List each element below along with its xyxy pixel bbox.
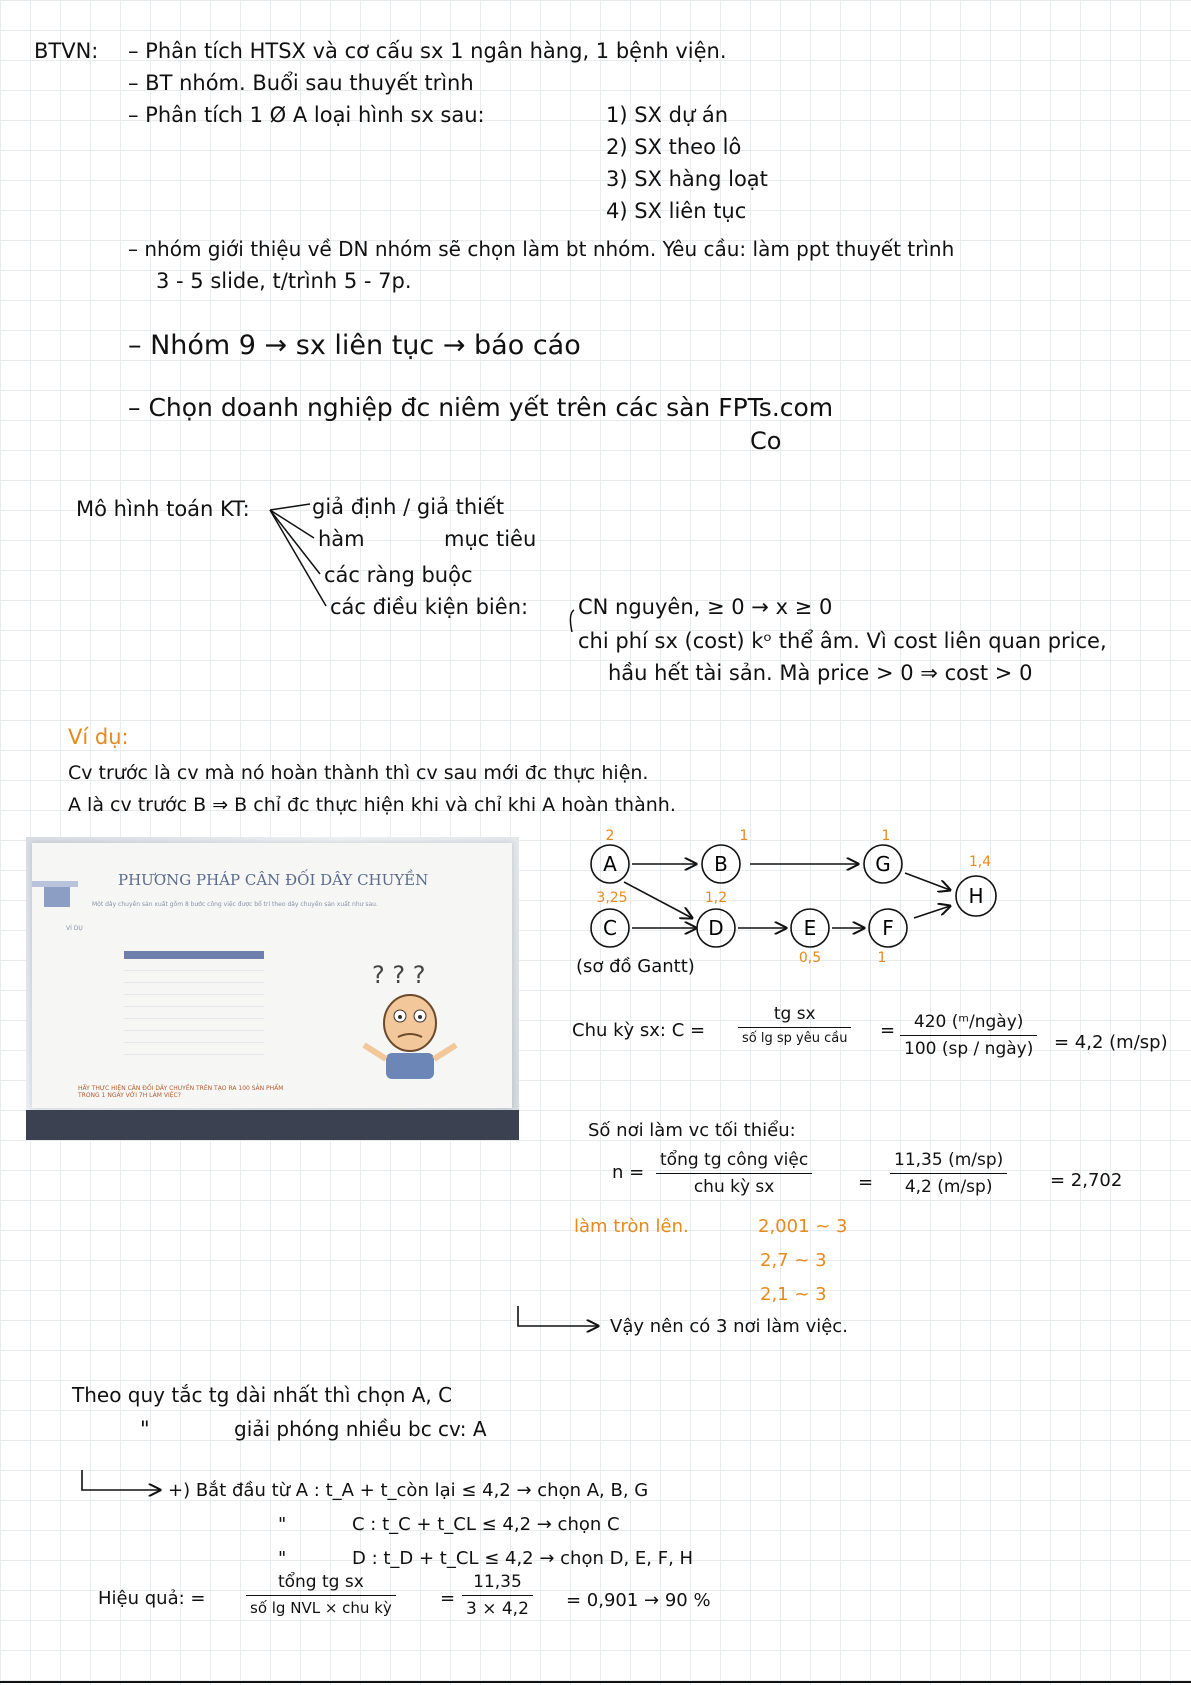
rule-2-ditto: "	[140, 1417, 150, 1441]
model-cond-1: CN nguyên, ≥ 0 → x ≥ 0	[578, 595, 833, 619]
btvn-line-6-sub: Co	[750, 427, 782, 455]
efficiency-result: = 0,901 → 90 %	[566, 1590, 711, 1611]
node-b-time: 1	[739, 828, 749, 844]
slide-title: PHƯƠNG PHÁP CÂN ĐỐI DÂY CHUYỀN	[118, 871, 429, 889]
btvn-line-4b: 3 - 5 slide, t/trình 5 - 7p.	[156, 269, 412, 293]
stations-num: tổng tg công việc	[656, 1150, 812, 1174]
cycle-den: số lg sp yêu cầu	[742, 1031, 848, 1046]
step-3-ditto: "	[278, 1548, 287, 1569]
cycle-num: tg sx	[738, 1004, 851, 1028]
round-case-3: 2,1 ~ 3	[760, 1284, 827, 1305]
example-line-2: A là cv trước B ⇒ B chỉ đc thực hiện khi và chỉ khi A hoàn thành.	[68, 794, 676, 816]
conclusion-arrow	[518, 1306, 598, 1326]
graph-node-a	[591, 828, 629, 883]
model-cond-2: chi phí sx (cost) kᵒ thể âm. Vì cost liên quan price,	[578, 629, 1107, 653]
step-2-ditto: "	[278, 1514, 287, 1535]
node-e-time: 0,5	[798, 950, 822, 966]
efficiency-lead: Hiệu quả: =	[98, 1588, 206, 1609]
node-g-label: G	[875, 852, 891, 876]
stations-n: n =	[612, 1162, 645, 1183]
production-type-3: 3) SX hàng loạt	[606, 167, 768, 191]
graph-node-d	[697, 890, 735, 947]
efficiency-den-2: 3 × 4,2	[466, 1599, 529, 1619]
cycle-fraction	[738, 1004, 851, 1046]
production-type-4: 4) SX liên tục	[606, 199, 747, 223]
stations-num-2: 11,35 (m/sp)	[890, 1150, 1007, 1174]
model-branch-2a: hàm	[318, 527, 365, 551]
model-branch-2b: mục tiêu	[444, 527, 537, 551]
rules-arrow	[82, 1470, 160, 1490]
cycle-num-2: 420 (ᵐ/ngày)	[900, 1012, 1037, 1036]
btvn-line-3: – Phân tích 1 Ø A loại hình sx sau:	[128, 103, 485, 127]
example-line-1: Cv trước là cv mà nó hoàn thành thì cv sau mới đc thực hiện.	[68, 762, 649, 784]
node-d-label: D	[708, 916, 724, 940]
step-1: +) Bắt đầu từ A : t_A + t_còn lại ≤ 4,2 → chọn A, B, G	[168, 1480, 649, 1501]
graph-edges	[624, 864, 950, 928]
graph-node-b	[702, 828, 748, 883]
slide-footer: HÃY THỰC HIỆN CÂN ĐỐI DÂY CHUYỀN TRÊN TẠO RA 100 SẢN PHẨM TRONG 1 NGÀY VỚI 7H LÀM VIỆC?	[78, 1085, 284, 1099]
round-case-1: 2,001 ~ 3	[758, 1216, 848, 1237]
btvn-label: BTVN:	[34, 39, 99, 63]
cycle-den-2: 100 (sp / ngày)	[904, 1039, 1034, 1059]
btvn-line-2: – BT nhóm. Buổi sau thuyết trình	[128, 71, 474, 95]
efficiency-fraction	[246, 1572, 396, 1617]
efficiency-fraction-2	[462, 1572, 533, 1619]
rule-1: Theo quy tắc tg dài nhất thì chọn A, C	[72, 1383, 453, 1407]
node-b-label: B	[714, 852, 728, 876]
node-f-label: F	[882, 916, 894, 940]
node-a-label: A	[603, 852, 617, 876]
stations-fraction	[656, 1150, 812, 1197]
node-f-time: 1	[877, 950, 887, 966]
stations-den: chu kỳ sx	[693, 1177, 775, 1197]
node-h-time: 1,4	[968, 854, 992, 870]
graph-node-g	[864, 828, 902, 883]
model-cond-3: hầu hết tài sản. Mà price > 0 ⇒ cost > 0	[608, 661, 1033, 685]
production-type-2: 2) SX theo lô	[606, 135, 742, 159]
cycle-lead: Chu kỳ sx: C =	[572, 1020, 706, 1041]
graph-node-c	[591, 890, 629, 947]
node-c-label: C	[603, 916, 617, 940]
efficiency-num-2: 11,35	[462, 1572, 533, 1596]
node-c-time: 3,25	[596, 890, 628, 906]
cycle-eq: =	[880, 1020, 896, 1041]
node-a-time: 2	[605, 828, 615, 844]
slide-subtitle: Một dây chuyền sản xuất gồm 8 bước công việc được bố trí theo dây chuyền sản xuất như sau.	[92, 901, 378, 908]
efficiency-eq: =	[440, 1588, 456, 1609]
model-branch-4: các điều kiện biên:	[330, 595, 529, 619]
node-e-label: E	[803, 916, 817, 940]
cycle-fraction-2	[900, 1012, 1037, 1059]
graph-node-e	[791, 909, 829, 966]
cartoon-question-marks: ? ? ?	[372, 961, 426, 989]
example-title: Ví dụ:	[68, 725, 129, 749]
step-3: D : t_D + t_CL ≤ 4,2 → chọn D, E, F, H	[352, 1548, 694, 1569]
slide-example-label: VÍ DỤ	[66, 925, 83, 932]
model-lead: Mô hình toán KT:	[76, 497, 250, 521]
efficiency-den: số lg NVL × chu kỳ	[250, 1599, 392, 1617]
graph-node-h	[956, 854, 996, 916]
stations-conclusion: Vậy nên có 3 nơi làm việc.	[610, 1316, 848, 1337]
model-branch-3: các ràng buộc	[324, 563, 473, 587]
stations-den-2: 4,2 (m/sp)	[904, 1177, 993, 1197]
node-h-label: H	[968, 884, 984, 908]
stations-lead: Số nơi làm vc tối thiểu:	[588, 1120, 796, 1141]
stations-fraction-2	[890, 1150, 1007, 1197]
round-case-2: 2,7 ~ 3	[760, 1250, 827, 1271]
graph-node-f	[869, 909, 907, 966]
graph-caption: (sơ đồ Gantt)	[576, 956, 695, 977]
model-branch-lines	[270, 504, 574, 632]
efficiency-num: tổng tg sx	[246, 1572, 396, 1596]
btvn-line-6: – Chọn doanh nghiệp đc niêm yết trên các sàn FPTs.com	[128, 393, 834, 422]
rule-2: giải phóng nhiều bc cv: A	[234, 1417, 487, 1441]
model-branch-1: giả định / giả thiết	[312, 495, 505, 519]
btvn-line-4a: – nhóm giới thiệu về DN nhóm sẽ chọn làm bt nhóm. Yêu cầu: làm ppt thuyết trình	[128, 237, 955, 261]
production-type-1: 1) SX dự án	[606, 103, 729, 127]
cycle-result: = 4,2 (m/sp)	[1054, 1032, 1168, 1053]
step-2: C : t_C + t_CL ≤ 4,2 → chọn C	[352, 1514, 620, 1535]
btvn-line-5: – Nhóm 9 → sx liên tục → báo cáo	[128, 330, 581, 361]
node-g-time: 1	[881, 828, 891, 844]
node-d-time: 1,2	[704, 890, 728, 906]
stations-result: = 2,702	[1050, 1170, 1123, 1191]
stations-eq: =	[858, 1172, 874, 1193]
round-up-label: làm tròn lên.	[574, 1216, 689, 1237]
btvn-line-1: – Phân tích HTSX và cơ cấu sx 1 ngân hàng, 1 bệnh viện.	[128, 39, 727, 63]
